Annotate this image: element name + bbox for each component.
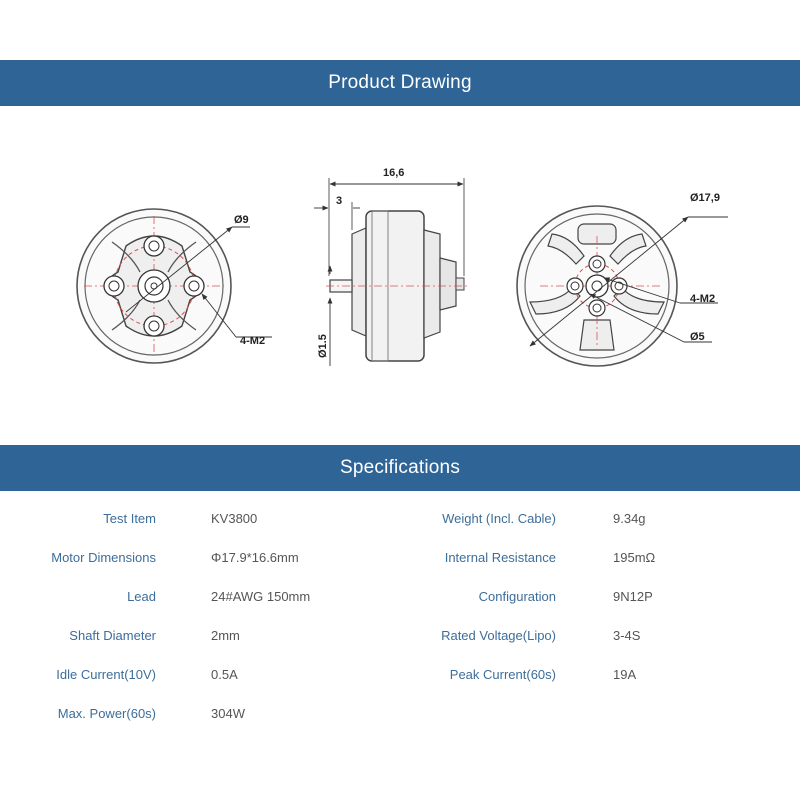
product-drawing-area (0, 106, 800, 445)
product-drawing-title: Product Drawing (328, 72, 472, 93)
spec-value: 304W (211, 706, 245, 721)
product-drawing-banner (0, 60, 800, 106)
spec-label: Peak Current(60s) (449, 667, 556, 682)
spec-value: 0.5A (211, 667, 238, 682)
spec-value: 24#AWG 150mm (211, 589, 311, 604)
spec-row (0, 509, 800, 529)
spec-label: Test Item (103, 511, 156, 526)
spec-value: Φ17.9*16.6mm (211, 550, 299, 565)
shaft-diameter-label: Ø1.5 (317, 334, 329, 358)
center-diameter-label: Ø5 (690, 331, 705, 343)
spec-row (0, 704, 800, 724)
spec-row (0, 548, 800, 568)
spec-label: Weight (Incl. Cable) (442, 511, 556, 526)
spec-value: 195mΩ (613, 550, 656, 565)
spec-row (0, 626, 800, 646)
spec-label: Max. Power(60s) (57, 706, 156, 721)
right-holes-label: 4-M2 (690, 293, 716, 305)
spec-label: Idle Current(10V) (56, 667, 156, 682)
left-holes-label: 4-M2 (240, 335, 266, 347)
length-dim-label: 16,6 (383, 167, 405, 179)
spec-label: Rated Voltage(Lipo) (441, 628, 556, 643)
spec-value: KV3800 (211, 511, 258, 526)
specifications-banner (0, 445, 800, 491)
technical-drawing (0, 106, 800, 445)
outer-diameter-label: Ø17,9 (690, 192, 720, 204)
spec-value: 9.34g (613, 511, 646, 526)
hole-diameter-label: Ø9 (234, 214, 249, 226)
spec-label: Shaft Diameter (69, 628, 156, 643)
shaft-length-label: 3 (336, 195, 343, 207)
spec-value: 19A (613, 667, 637, 682)
spec-label: Internal Resistance (444, 550, 556, 565)
spec-label: Configuration (478, 589, 556, 604)
spec-row (0, 665, 800, 685)
spec-label: Lead (127, 589, 156, 604)
spec-value: 9N12P (613, 589, 653, 604)
spec-row (0, 587, 800, 607)
specifications-title: Specifications (339, 457, 461, 478)
spec-label: Motor Dimensions (51, 550, 156, 565)
spec-value: 3-4S (613, 628, 641, 643)
spec-value: 2mm (211, 628, 240, 643)
